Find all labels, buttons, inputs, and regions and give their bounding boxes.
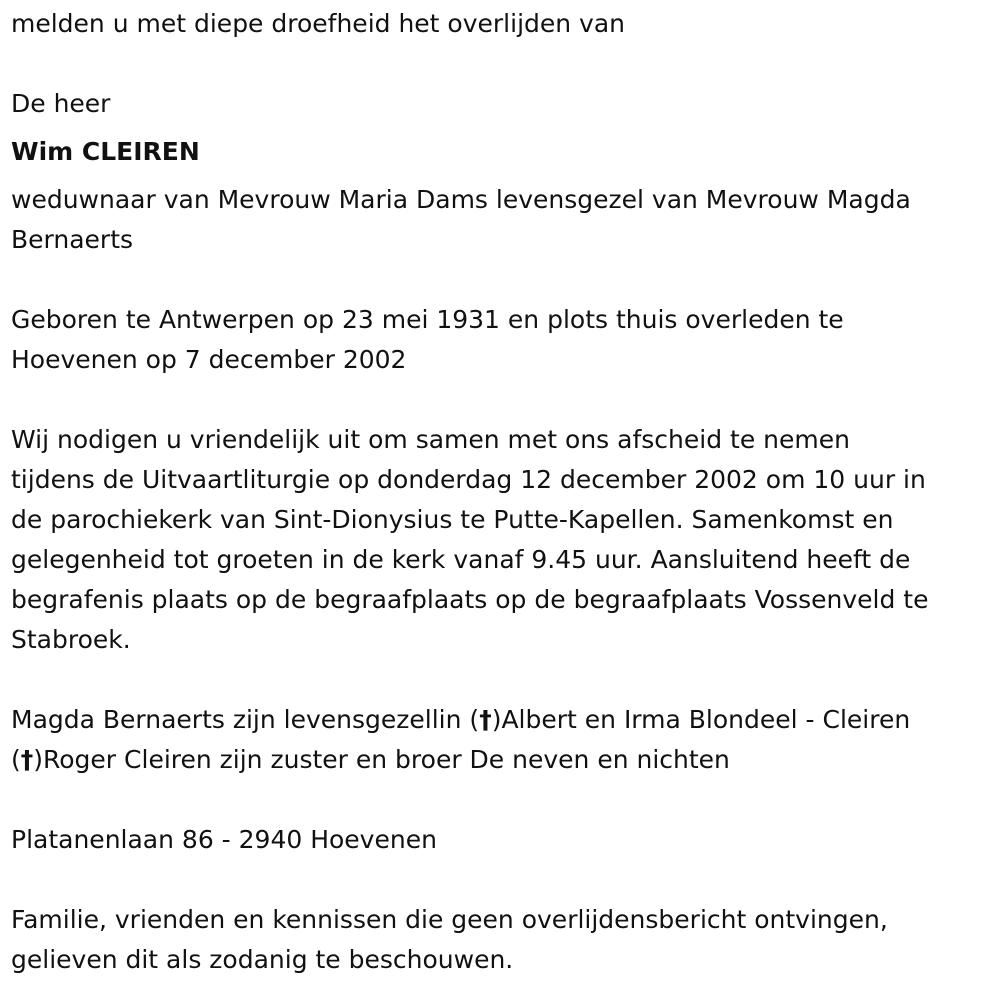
ceremony-line: de parochiekerk van Sint-Dionysius te Putte-Kapellen. Samenkomst en: [11, 505, 894, 534]
ceremony-paragraph: [11, 420, 991, 660]
ceremony-line: begrafenis plaats op de begraafplaats op de begraafplaats Vossenveld te: [11, 585, 929, 614]
ceremony-line: tijdens de Uitvaartliturgie op donderdag 12 december 2002 om 10 uur in: [11, 465, 926, 494]
cross-icon: †: [20, 745, 34, 774]
closing-line-1: Familie, vrienden en kennissen die geen overlijdensbericht ontvingen,: [11, 905, 888, 934]
relations-line-2: Bernaerts: [11, 225, 134, 254]
ceremony-line: Stabroek.: [11, 625, 131, 654]
ceremony-line: Wij nodigen u vriendelijk uit om samen met ons afscheid te nemen: [11, 425, 850, 454]
closing-line-2: gelieven dit als zodanig te beschouwen.: [11, 945, 514, 974]
family-line-2: [11, 740, 991, 780]
closing-paragraph: [11, 900, 991, 980]
family-text: Magda Bernaerts zijn levensgezellin (: [11, 705, 480, 734]
ceremony-line: gelegenheid tot groeten in de kerk vanaf 9.45 uur. Aansluitend heeft de: [11, 545, 911, 574]
deceased-name: Wim CLEIREN: [11, 137, 200, 166]
birth-death-line-2: Hoevenen op 7 december 2002: [11, 345, 407, 374]
intro-text: melden u met diepe droefheid het overlijden van: [11, 9, 626, 38]
birth-death-line-1: Geboren te Antwerpen op 23 mei 1931 en plots thuis overleden te: [11, 305, 844, 334]
relations-line-1: weduwnaar van Mevrouw Maria Dams levensgezel van Mevrouw Magda: [11, 185, 911, 214]
relations-paragraph: [11, 180, 991, 260]
address: Platanenlaan 86 - 2940 Hoevenen: [11, 825, 437, 854]
family-line-1: [11, 700, 991, 740]
family-text: )Roger Cleiren zijn zuster en broer De neven en nichten: [33, 745, 730, 774]
birth-death-paragraph: [11, 300, 991, 380]
salutation: De heer: [11, 89, 111, 118]
family-text: (: [11, 745, 21, 774]
family-paragraph: [11, 700, 991, 780]
obituary-text: [11, 4, 991, 980]
family-text: )Albert en Irma Blondeel - Cleiren: [491, 705, 911, 734]
cross-icon: †: [479, 705, 492, 734]
